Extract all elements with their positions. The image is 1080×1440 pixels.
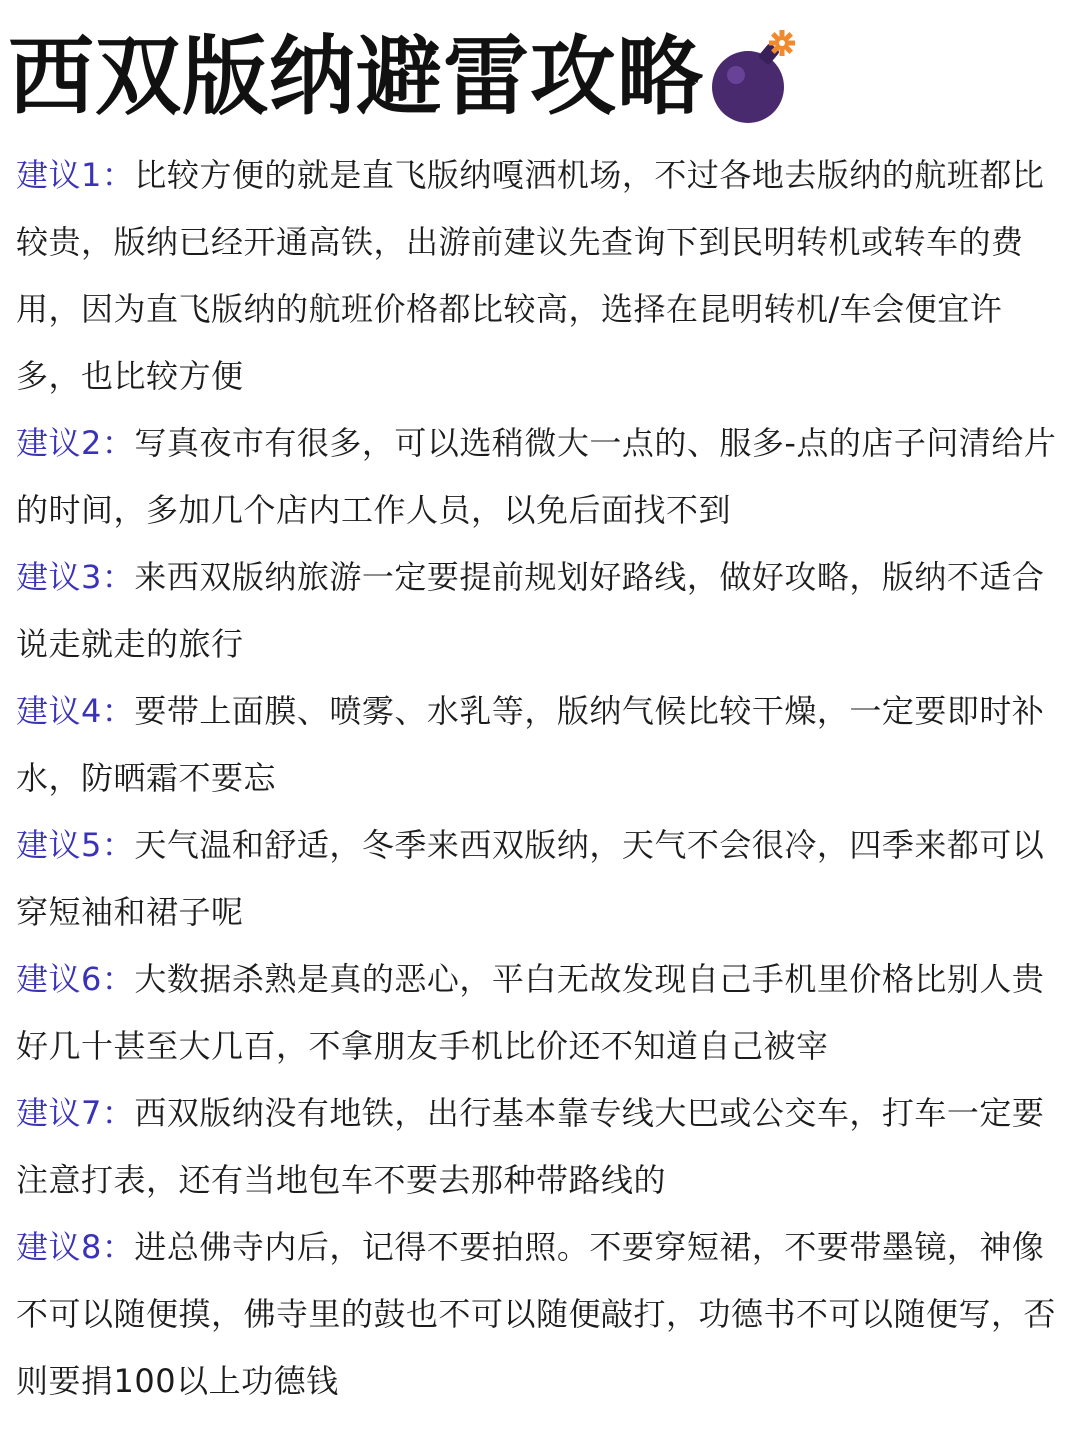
tip-label: 建议3：	[16, 558, 135, 596]
tip-label: 建议2：	[16, 424, 135, 462]
tip-text: 比较方便的就是直飞版纳嘎洒机场，不过各地去版纳的航班都比较贵，版纳已经开通高铁，出游前建议先查询下到民明转机或转车的费用，因为直飞版纳的航班价格都比较高，选择在昆明转机/车会便宜许多，也比较方便	[16, 156, 1045, 395]
tip-label: 建议8：	[16, 1228, 135, 1266]
header	[8, 22, 802, 132]
tip-item	[16, 1214, 1060, 1415]
tip-text: 西双版纳没有地铁，出行基本靠专线大巴或公交车，打车一定要注意打表，还有当地包车不要去那种带路线的	[16, 1094, 1045, 1199]
tip-item	[16, 946, 1060, 1080]
tip-text: 来西双版纳旅游一定要提前规划好路线，做好攻略，版纳不适合说走就走的旅行	[16, 558, 1045, 663]
tip-item	[16, 410, 1060, 544]
tip-item	[16, 678, 1060, 812]
tip-label: 建议5：	[16, 826, 135, 864]
tip-item	[16, 1080, 1060, 1214]
tips-list	[16, 142, 1060, 1415]
tip-label: 建议4：	[16, 692, 135, 730]
tip-label: 建议1：	[16, 156, 135, 194]
bomb-icon	[706, 29, 802, 129]
tip-item	[16, 142, 1060, 410]
tip-label: 建议6：	[16, 960, 135, 998]
tip-item	[16, 544, 1060, 678]
tip-text: 进总佛寺内后，记得不要拍照。不要穿短裙，不要带墨镜，神像不可以随便摸，佛寺里的鼓也不可以随便敲打，功德书不可以随便写，否则要捐100以上功德钱	[16, 1228, 1057, 1400]
tip-label: 建议7：	[16, 1094, 135, 1132]
tip-text: 大数据杀熟是真的恶心，平白无故发现自己手机里价格比别人贵好几十甚至大几百，不拿朋友手机比价还不知道自己被宰	[16, 960, 1045, 1065]
page-title: 西双版纳避雷攻略	[8, 27, 704, 127]
tip-text: 天气温和舒适，冬季来西双版纳，天气不会很冷，四季来都可以穿短袖和裙子呢	[16, 826, 1045, 931]
tip-text: 写真夜市有很多，可以选稍微大一点的、服多-点的店子问清给片的时间，多加几个店内工作人员，以免后面找不到	[16, 424, 1057, 529]
tip-text: 要带上面膜、喷雾、水乳等，版纳气候比较干燥，一定要即时补水，防晒霜不要忘	[16, 692, 1045, 797]
tip-item	[16, 812, 1060, 946]
